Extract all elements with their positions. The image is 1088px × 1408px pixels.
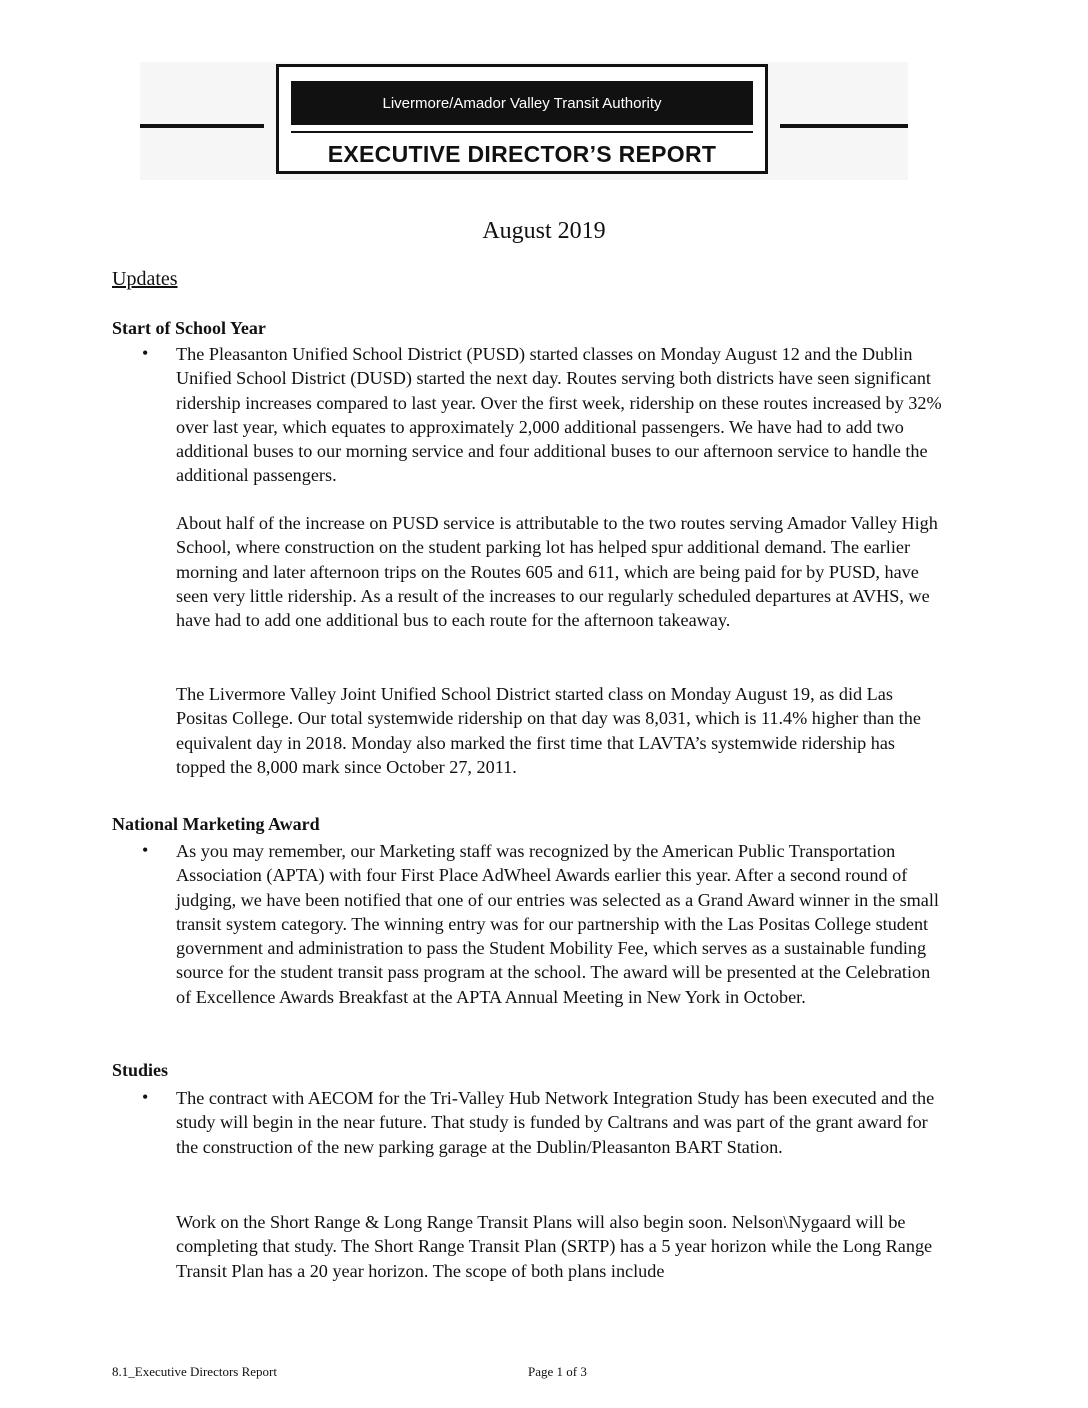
paragraph-studies-2: Work on the Short Range & Long Range Transit Plans will also begin soon. Nelson\Nygaard will be completing that study. The Short Range Transit Plan (SRTP) has a 5 year horizon while the Long Range Transit Plan has a 20 year horizon. The scope of both plans include [176, 1212, 933, 1281]
paragraph-school-2: About half of the increase on PUSD service is attributable to the two routes serving Amador Valley High School, where construction on the student parking lot has helped spur additional demand. The earlier morning and later afternoon trips on the Routes 605 and 611, which are being paid for by PUSD, have seen very little ridership. As a result of the increases to our regularly scheduled departures at AVHS, we have had to add one additional bus to each route for the afternoon takeaway. [176, 513, 938, 631]
paragraph-school-3: The Livermore Valley Joint Unified School District started class on Monday August 19, as did Las Positas College. Our total systemwide ridership on that day was 8,031, which is 11.4% higher than the equivalent day in 2018. Monday also marked the first time that LAVTA’s systemwide ridership has topped the 8,000 mark since October 27, 2011. [176, 684, 921, 777]
bullet-icon: • [142, 343, 149, 363]
section-heading-studies: Studies [112, 1060, 169, 1080]
report-date: August 2019 [482, 218, 606, 244]
header-rule-left [140, 124, 264, 128]
paragraph-award-1: As you may remember, our Marketing staff was recognized by the American Public Transportation Association (APTA) with four First Place AdWheel Awards earlier this year. After a second round of judging, we have been notified that one of our entries was selected as a Grand Award winner in the small transit system category. The winning entry was for our partnership with the Las Positas College student government and administration to pass the Student Mobility Fee, which serves as a sustainable funding source for the student transit pass program at the school. The award will be presented at the Celebration of Excellence Awards Breakfast at the APTA Annual Meeting in New York in October. [176, 841, 939, 1007]
section-heading-award: National Marketing Award [112, 814, 320, 834]
footer-page-number: Page 1 of 3 [528, 1364, 587, 1379]
bullet-icon: • [142, 1087, 149, 1107]
header-rule-right [780, 124, 908, 128]
paragraph-studies-1: The contract with AECOM for the Tri-Valley Hub Network Integration Study has been executed and the study will begin in the near future. That study is funded by Caltrans and was part of the grant award for the construction of the new parking garage at the Dublin/Pleasanton BART Station. [176, 1088, 935, 1157]
report-title: EXECUTIVE DIRECTOR’S REPORT [327, 141, 717, 167]
updates-heading: Updates [112, 268, 178, 290]
report-masthead [276, 64, 768, 174]
organization-name: Livermore/Amador Valley Transit Authority [291, 81, 753, 125]
bullet-icon: • [142, 840, 149, 860]
paragraph-school-1: The Pleasanton Unified School District (PUSD) started classes on Monday August 12 and the Dublin Unified School District (DUSD) started the next day. Routes serving both districts have seen significant ridership increases compared to last year. Over the first week, ridership on these routes increased by 32% over last year, which equates to approximately 2,000 additional passengers. We have had to add two additional buses to our morning service and four additional buses to our afternoon service to handle the additional passengers. [176, 344, 942, 486]
section-heading-school: Start of School Year [112, 318, 266, 338]
masthead-divider [291, 131, 753, 133]
footer-filename: 8.1_Executive Directors Report [112, 1364, 277, 1379]
